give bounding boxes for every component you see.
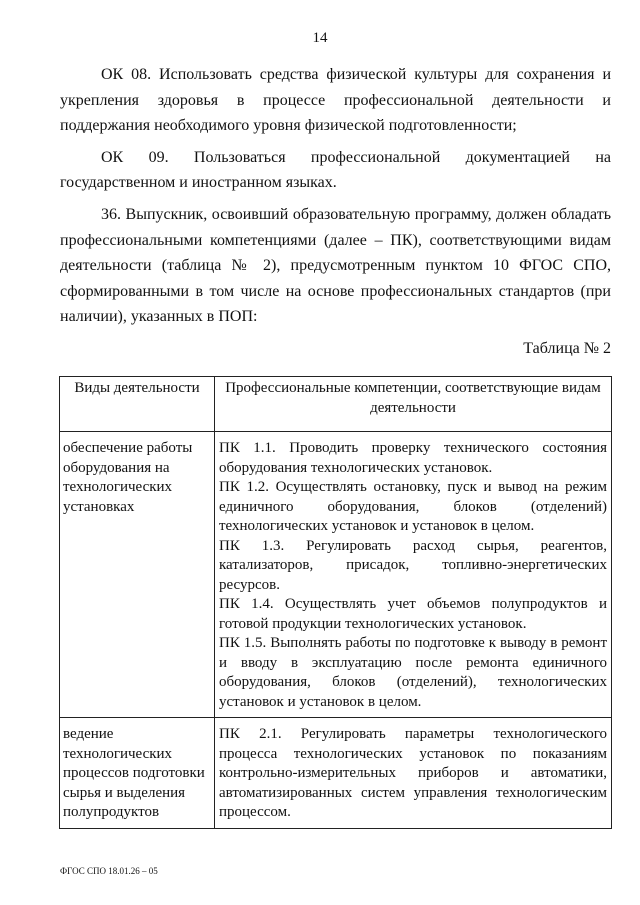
table-caption: Таблица № 2 [523, 339, 611, 357]
paragraph-ok08: ОК 08. Использовать средства физической культуры для сохранения и укрепления здоровья в процессе профессиональной деятельности и поддержания необходимого уровня физической подготовленности; [60, 66, 611, 135]
document-body [60, 62, 611, 362]
page-number: 14 [312, 30, 328, 46]
header-competencies: Профессиональные компетенции, соответствующие видам деятельности [215, 377, 612, 432]
competencies-cell [215, 432, 612, 718]
competencies-table [59, 376, 612, 829]
table-row [60, 718, 612, 829]
activity-cell: ведение технологических процессов подготовки сырья и выделения полупродуктов [60, 718, 215, 829]
activity-cell: обеспечение работы оборудования на технологических установках [60, 432, 215, 718]
competency-pk-1-1: ПК 1.1. Проводить проверку технического состояния оборудования технологических установок. [219, 440, 607, 476]
table-row [60, 432, 612, 718]
paragraph-item-36: 36. Выпускник, освоивший образовательную программу, должен обладать профессиональными компетенциями (далее – ПК), соответствующими видам деятельности (таблица № 2), предусмотренным пунктом 10 ФГОС СПО, сформированными в том числе на основе профессиональных стандартов (при наличии), указанных в ПОП: [60, 205, 611, 326]
competency-pk-1-5: ПК 1.5. Выполнять работы по подготовке к выводу в ремонт и вводу в эксплуатацию после ремонта единичного оборудования, блоков (отделений), технологических установок и установок в целом. [219, 635, 607, 710]
competency-pk-2-1: ПК 2.1. Регулировать параметры технологического процесса технологических установок по показаниям контрольно-измерительных приборов и автоматики, автоматизированных систем управления технологическим процессом. [219, 726, 607, 820]
competency-pk-1-2: ПК 1.2. Осуществлять остановку, пуск и вывод на режим единичного оборудования, блоков (отделений) технологических установок и установок в целом. [219, 479, 607, 534]
paragraph-ok09: ОК 09. Пользоваться профессиональной документацией на государственном и иностранном языках. [60, 148, 611, 192]
competency-pk-1-3: ПК 1.3. Регулировать расход сырья, реагентов, катализаторов, присадок, топливно-энергетических ресурсов. [219, 537, 607, 593]
competencies-cell [215, 718, 612, 829]
document-footer: ФГОС СПО 18.01.26 – 05 [60, 866, 158, 876]
table-header-row [60, 377, 612, 432]
competency-pk-1-4: ПК 1.4. Осуществлять учет объемов полупродуктов и готовой продукции технологических установок. [219, 596, 607, 632]
header-activity-types: Виды деятельности [60, 377, 215, 432]
